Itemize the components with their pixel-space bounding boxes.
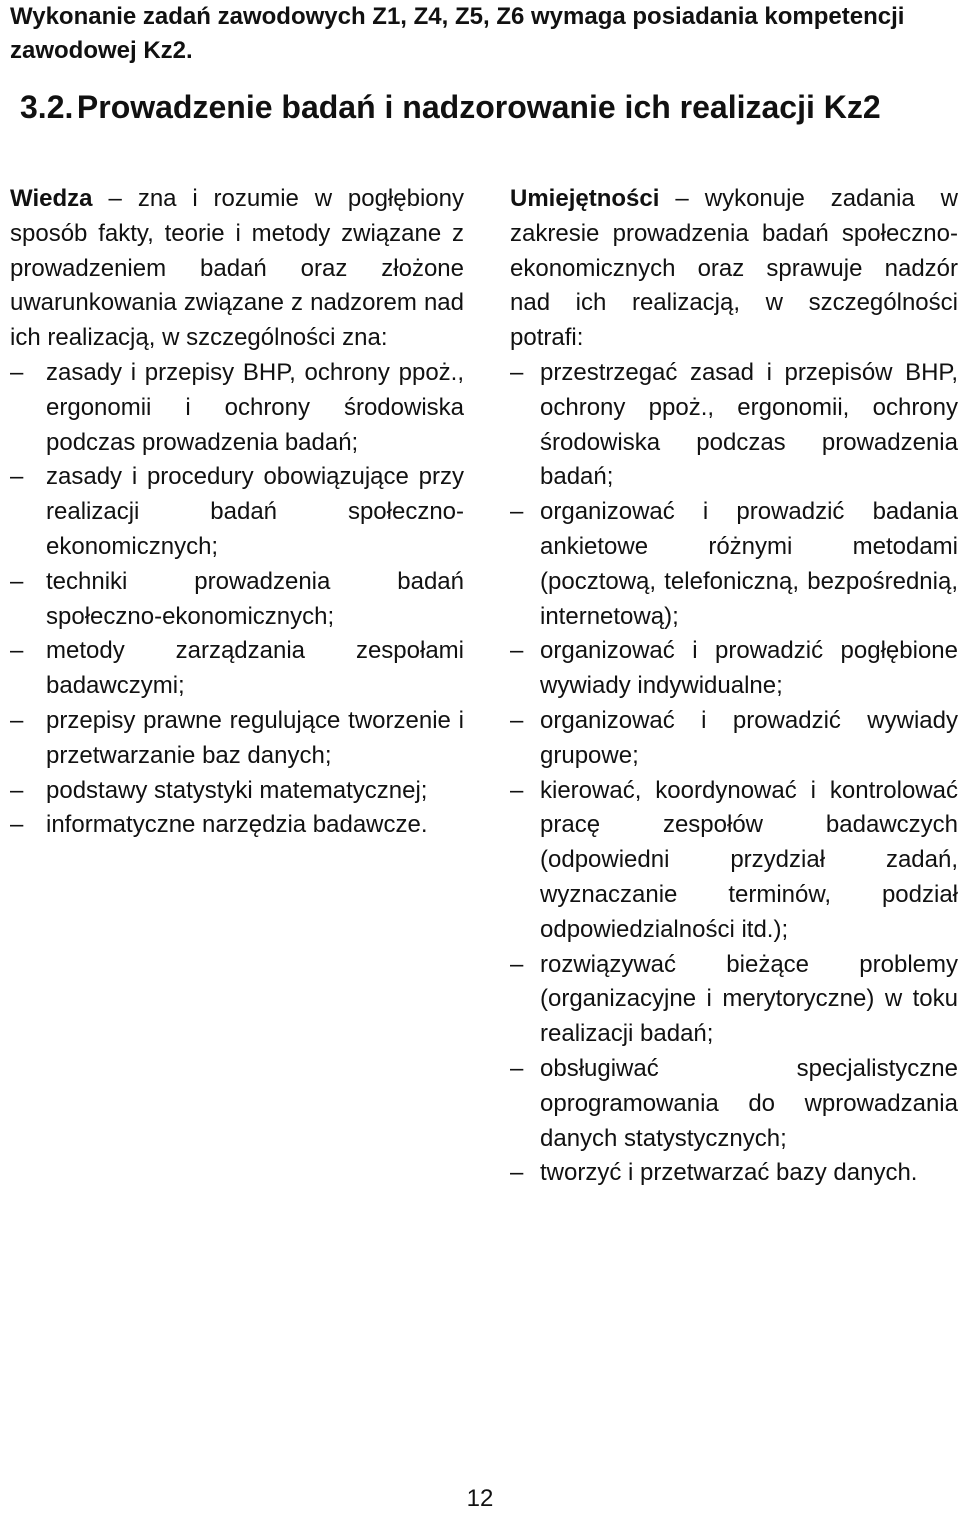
knowledge-item: – zasady i procedury obowiązujące przy realizacji badań społeczno-ekonomicznych; bbox=[10, 460, 464, 564]
knowledge-item: – przepisy prawne regulujące tworzenie i przetwarzanie baz danych; bbox=[10, 704, 464, 774]
knowledge-item: – informatyczne narzędzia badawcze. bbox=[10, 808, 464, 843]
knowledge-lead: Wiedza bbox=[10, 185, 93, 212]
knowledge-item: – techniki prowadzenia badań społeczno-ekonomicznych; bbox=[10, 565, 464, 635]
page-header: Wykonanie zadań zawodowych Z1, Z4, Z5, Z6 wymaga posiadania kompetencji zawodowej Kz2. bbox=[10, 3, 905, 64]
dash-separator: – bbox=[675, 185, 689, 212]
skills-list bbox=[510, 356, 958, 1191]
skills-intro bbox=[510, 182, 958, 356]
skills-lead: Umiejętności bbox=[510, 185, 660, 212]
skills-column bbox=[510, 182, 958, 1191]
skills-item: – obsługiwać specjalistyczne oprogramowania do wprowadzania danych statystycznych; bbox=[510, 1052, 958, 1156]
skills-item: – organizować i prowadzić wywiady grupowe; bbox=[510, 704, 958, 774]
knowledge-intro bbox=[10, 182, 464, 356]
knowledge-item: – podstawy statystyki matematycznej; bbox=[10, 774, 464, 809]
section-title bbox=[20, 86, 948, 128]
skills-item: – organizować i prowadzić pogłębione wywiady indywidualne; bbox=[510, 634, 958, 704]
knowledge-item: – metody zarządzania zespołami badawczymi; bbox=[10, 634, 464, 704]
skills-item: – organizować i prowadzić badania ankietowe różnymi metodami (pocztową, telefoniczną, bezpośrednią, internetową); bbox=[510, 495, 958, 634]
knowledge-intro-text: zna i rozumie w pogłębiony sposób fakty, teorie i metody związane z prowadzeniem badań oraz złożone uwarunkowania związane z nadzorem nad ich realizacją, w szczególności zna: bbox=[10, 185, 464, 352]
section-title-text: Prowadzenie badań i nadzorowanie ich realizacji Kz2 bbox=[76, 89, 881, 125]
skills-item: – kierować, koordynować i kontrolować pracę zespołów badawczych (odpowiedni przydział zadań, wyznaczanie terminów, podział odpowiedzialności itd.); bbox=[510, 774, 958, 948]
knowledge-column bbox=[10, 182, 464, 843]
dash-separator: – bbox=[108, 185, 122, 212]
page-number: 12 bbox=[466, 1485, 494, 1512]
skills-item: – tworzyć i przetwarzać bazy danych. bbox=[510, 1156, 958, 1191]
knowledge-item: – zasady i przepisy BHP, ochrony ppoż., ergonomii i ochrony środowiska podczas prowadzenia badań; bbox=[10, 356, 464, 460]
section-number: 3.2. bbox=[20, 89, 74, 125]
skills-intro-text: wykonuje zadania w zakresie prowadzenia badań społeczno-ekonomicznych oraz sprawuje nadzór nad ich realizacją, w szczególności potrafi: bbox=[510, 185, 958, 352]
skills-item: – rozwiązywać bieżące problemy (organizacyjne i merytoryczne) w toku realizacji badań; bbox=[510, 948, 958, 1052]
knowledge-list bbox=[10, 356, 464, 843]
skills-item: – przestrzegać zasad i przepisów BHP, ochrony ppoż., ergonomii, ochrony środowiska podczas prowadzenia badań; bbox=[510, 356, 958, 495]
